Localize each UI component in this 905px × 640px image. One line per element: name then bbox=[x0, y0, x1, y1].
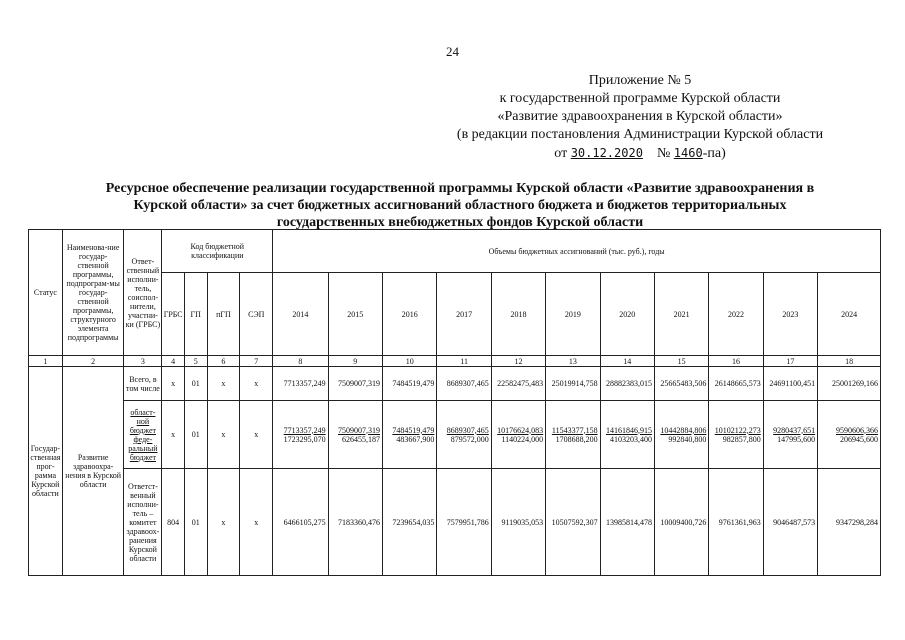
value-cell bbox=[709, 401, 763, 469]
header-code: СЭП bbox=[240, 273, 273, 356]
regional-value: 11543377,158 bbox=[551, 425, 598, 435]
header-year: 2019 bbox=[546, 273, 600, 356]
code-cell: х bbox=[207, 401, 240, 469]
value-cell: 26148665,573 bbox=[709, 367, 763, 401]
federal-value: 982857,800 bbox=[722, 434, 761, 444]
value-cell bbox=[654, 401, 708, 469]
regional-value: 7713357,249 bbox=[283, 425, 326, 435]
regional-value: 10442884,806 bbox=[660, 425, 707, 435]
value-cell bbox=[763, 401, 817, 469]
header-year: 2022 bbox=[709, 273, 763, 356]
value-cell: 6466105,275 bbox=[273, 469, 328, 576]
header-year: 2018 bbox=[491, 273, 545, 356]
appendix-line-1: Приложение № 5 bbox=[588, 73, 692, 88]
column-number: 9 bbox=[328, 356, 382, 367]
title-line-3: государственных внебюджетных фондов Курской области bbox=[276, 215, 644, 230]
appendix-date: 30.12.2020 bbox=[570, 146, 643, 160]
value-cell: 9046487,573 bbox=[763, 469, 817, 576]
column-number: 17 bbox=[763, 356, 817, 367]
value-cell bbox=[600, 401, 654, 469]
column-number: 8 bbox=[273, 356, 328, 367]
header-volumes: Объемы бюджетных ассигнований (тыс. руб.), годы bbox=[273, 230, 881, 273]
column-number: 12 bbox=[491, 356, 545, 367]
title-line-1: Ресурсное обеспечение реализации государственной программы Курской области «Развитие здравоохранения в bbox=[105, 181, 815, 196]
federal-value: 206945,600 bbox=[840, 434, 878, 444]
header-year: 2024 bbox=[818, 273, 881, 356]
value-cell bbox=[491, 401, 545, 469]
value-cell bbox=[273, 401, 328, 469]
federal-value: 1723295,070 bbox=[283, 434, 326, 444]
document-title bbox=[40, 180, 880, 231]
value-cell: 10009400,726 bbox=[654, 469, 708, 576]
column-number: 3 bbox=[124, 356, 162, 367]
column-number: 13 bbox=[546, 356, 600, 367]
code-cell: 804 bbox=[162, 469, 185, 576]
appendix-header bbox=[430, 72, 850, 163]
header-year: 2017 bbox=[437, 273, 491, 356]
header-executor: Ответ-ственный исполни-тель, соиспол-нители, участни-ки (ГРБС) bbox=[124, 230, 162, 356]
federal-value: 1708688,200 bbox=[555, 434, 598, 444]
column-number: 15 bbox=[654, 356, 708, 367]
program-name-cell: Развитие здравоохра-нения в Курской области bbox=[62, 367, 124, 576]
value-cell: 7579951,786 bbox=[437, 469, 491, 576]
value-cell bbox=[383, 401, 437, 469]
appendix-number: 1460 bbox=[673, 146, 703, 160]
page-number: 24 bbox=[446, 44, 459, 59]
budget-table bbox=[28, 229, 881, 576]
header-code: ГРБС bbox=[162, 273, 185, 356]
title-line-2: Курской области» за счет бюджетных ассигнований областного бюджета и бюджетов территориальных bbox=[133, 198, 787, 213]
value-cell: 10507592,307 bbox=[546, 469, 600, 576]
value-cell: 7484519,479 bbox=[383, 367, 437, 401]
column-number: 5 bbox=[184, 356, 207, 367]
regional-value: 10102122,273 bbox=[714, 425, 761, 435]
code-cell: х bbox=[162, 367, 185, 401]
executor-cell: Всего, в том числе bbox=[124, 367, 162, 401]
value-cell: 9119035,053 bbox=[491, 469, 545, 576]
table-row-executor bbox=[29, 469, 881, 576]
code-cell: х bbox=[240, 469, 273, 576]
table-row-budgets bbox=[29, 401, 881, 469]
column-number: 18 bbox=[818, 356, 881, 367]
federal-value: 483667,900 bbox=[396, 434, 435, 444]
code-cell: х bbox=[207, 367, 240, 401]
appendix-line-4: (в редакции постановления Администрации Курской области bbox=[456, 127, 824, 142]
federal-value: 1140224,000 bbox=[501, 434, 544, 444]
value-cell: 8689307,465 bbox=[437, 367, 491, 401]
value-cell bbox=[818, 401, 881, 469]
header-year: 2016 bbox=[383, 273, 437, 356]
header-name: Наименова-ние государ-ственной программы, подпрограм-мы государ-ственной программы, структурного элемента подпрограммы bbox=[62, 230, 124, 356]
header-code: пГП bbox=[207, 273, 240, 356]
regional-value: 9280437,651 bbox=[773, 425, 816, 435]
status-cell: Государ-ственная прог-рамма Курской области bbox=[29, 367, 63, 576]
header-year: 2014 bbox=[273, 273, 328, 356]
value-cell: 7183360,476 bbox=[328, 469, 382, 576]
value-cell: 9761361,963 bbox=[709, 469, 763, 576]
regional-value: 10176624,083 bbox=[497, 425, 544, 435]
regional-value: 7484519,479 bbox=[392, 425, 435, 435]
header-year: 2023 bbox=[763, 273, 817, 356]
code-cell: х bbox=[240, 367, 273, 401]
code-cell: х bbox=[162, 401, 185, 469]
federal-value: 147995,600 bbox=[777, 434, 816, 444]
header-year: 2015 bbox=[328, 273, 382, 356]
value-cell bbox=[328, 401, 382, 469]
column-number: 6 bbox=[207, 356, 240, 367]
value-cell: 7713357,249 bbox=[273, 367, 328, 401]
value-cell: 7509007,319 bbox=[328, 367, 382, 401]
federal-value: 992840,800 bbox=[668, 434, 707, 444]
code-cell: 01 bbox=[184, 469, 207, 576]
regional-value: 7509007,319 bbox=[338, 425, 380, 435]
value-cell: 22582475,483 bbox=[491, 367, 545, 401]
header-status: Статус bbox=[29, 230, 63, 356]
code-cell: 01 bbox=[184, 367, 207, 401]
number-label: № bbox=[656, 146, 671, 161]
code-cell: х bbox=[207, 469, 240, 576]
federal-value: 4103203,400 bbox=[609, 434, 652, 444]
column-number: 16 bbox=[709, 356, 763, 367]
value-cell bbox=[546, 401, 600, 469]
table-row-total bbox=[29, 367, 881, 401]
value-cell: 9347298,284 bbox=[818, 469, 881, 576]
appendix-line-3: «Развитие здравоохранения в Курской области» bbox=[497, 109, 783, 124]
column-number: 4 bbox=[162, 356, 185, 367]
value-cell: 25665483,506 bbox=[654, 367, 708, 401]
regional-value: 8689307,465 bbox=[446, 425, 489, 435]
value-cell: 25019914,758 bbox=[546, 367, 600, 401]
federal-value: 879572,000 bbox=[450, 434, 489, 444]
column-number: 1 bbox=[29, 356, 63, 367]
header-code: ГП bbox=[184, 273, 207, 356]
value-cell bbox=[437, 401, 491, 469]
column-number-row bbox=[29, 356, 881, 367]
value-cell: 7239654,035 bbox=[383, 469, 437, 576]
column-number: 2 bbox=[62, 356, 124, 367]
value-cell: 13985814,478 bbox=[600, 469, 654, 576]
column-number: 7 bbox=[240, 356, 273, 367]
federal-value: 626455,187 bbox=[342, 434, 380, 444]
regional-value: 14161846,915 bbox=[605, 425, 652, 435]
column-number: 14 bbox=[600, 356, 654, 367]
header-year: 2020 bbox=[600, 273, 654, 356]
header-year: 2021 bbox=[654, 273, 708, 356]
value-cell: 24691100,451 bbox=[763, 367, 817, 401]
executor-cell: област-ной бюджет феде-ральный бюджет bbox=[124, 401, 162, 469]
executor-cell: Ответст-венный исполни-тель – комитет здравоох-ранения Курской области bbox=[124, 469, 162, 576]
column-number: 11 bbox=[437, 356, 491, 367]
date-prefix: от bbox=[554, 146, 568, 161]
value-cell: 25001269,166 bbox=[818, 367, 881, 401]
value-cell: 28882383,015 bbox=[600, 367, 654, 401]
code-cell: 01 bbox=[184, 401, 207, 469]
appendix-line-2: к государственной программе Курской области bbox=[499, 91, 781, 106]
regional-value: 9590606,366 bbox=[836, 425, 878, 435]
header-code-group: Код бюджетной классификации bbox=[162, 230, 273, 273]
appendix-suffix: -па) bbox=[702, 146, 726, 161]
code-cell: х bbox=[240, 401, 273, 469]
column-number: 10 bbox=[383, 356, 437, 367]
appendix-date-line bbox=[430, 144, 850, 163]
